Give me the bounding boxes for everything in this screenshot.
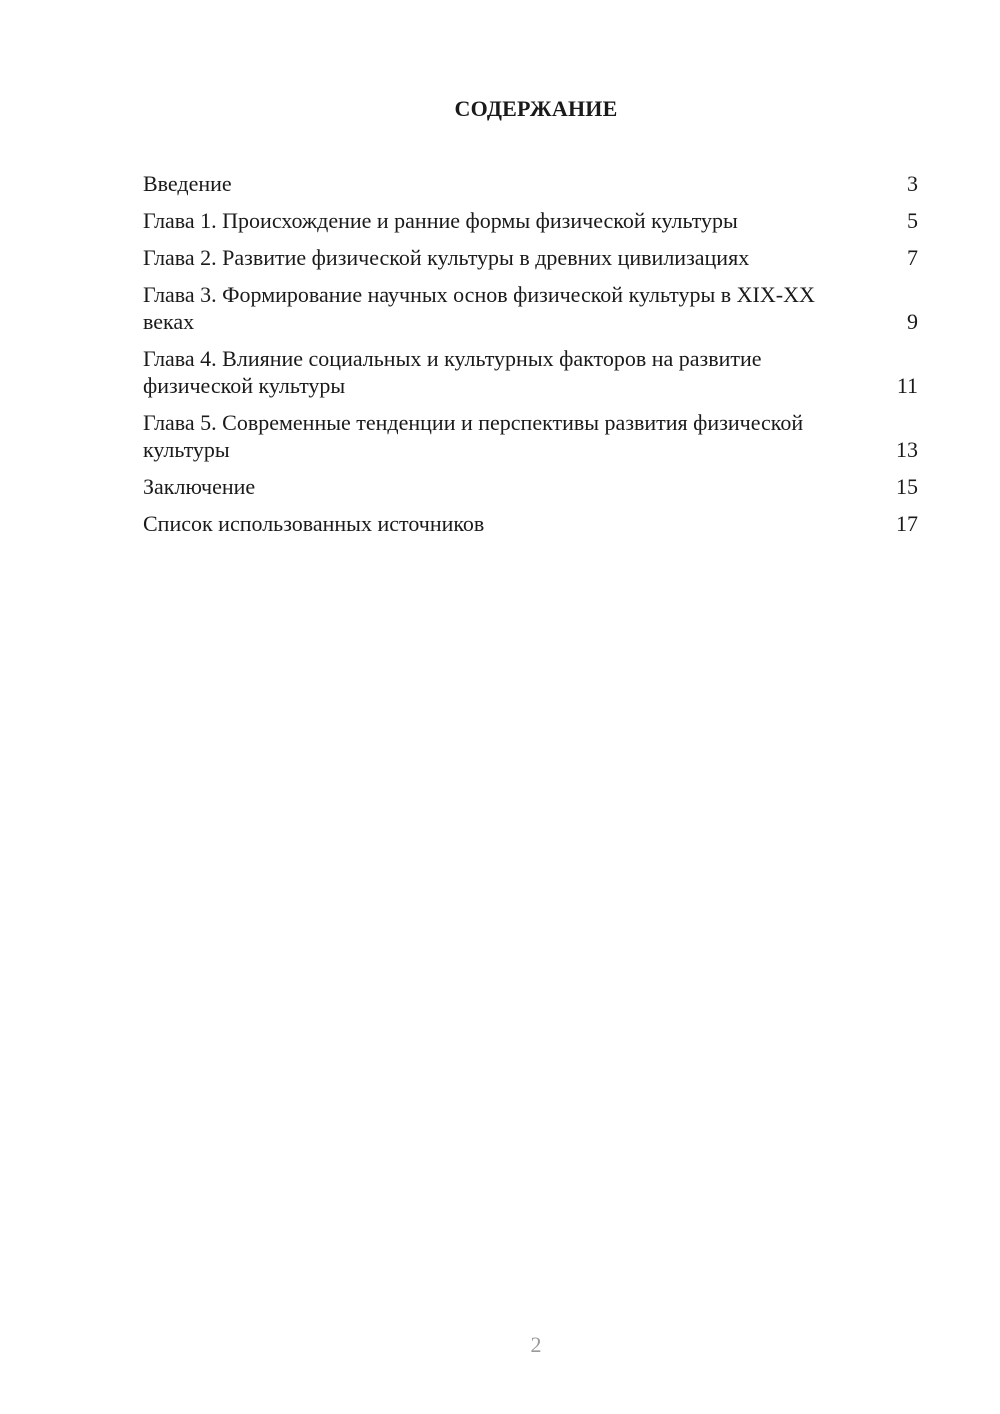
toc-entry-page: 5	[907, 208, 918, 233]
toc-entry-chapter-2	[143, 244, 918, 271]
toc-entry-text: Введение	[143, 171, 232, 196]
toc-entry-page: 17	[896, 511, 918, 536]
toc-entry-text: Глава 4. Влияние социальных и культурных факторов на развитие физической культуры	[143, 346, 762, 398]
toc-entry-page: 9	[907, 309, 918, 334]
toc-entry-chapter-4	[143, 345, 918, 399]
toc-entry-introduction	[143, 170, 918, 197]
toc-entry-references	[143, 510, 918, 537]
toc-entry-chapter-5	[143, 409, 918, 463]
page-number: 2	[530, 1332, 542, 1357]
toc-list	[143, 170, 918, 547]
toc-entry-text: Глава 1. Происхождение и ранние формы физической культуры	[143, 208, 738, 233]
toc-entry-page: 15	[896, 474, 918, 499]
toc-entry-chapter-3	[143, 281, 918, 335]
toc-entry-conclusion	[143, 473, 918, 500]
toc-entry-page: 7	[907, 245, 918, 270]
toc-entry-page: 11	[896, 373, 918, 398]
toc-title: СОДЕРЖАНИЕ	[454, 96, 618, 121]
toc-entry-text: Глава 2. Развитие физической культуры в древних цивилизациях	[143, 245, 750, 270]
toc-entry-text: Глава 3. Формирование научных основ физической культуры в XIX-XX веках	[143, 282, 815, 334]
toc-entry-text: Список использованных источников	[143, 511, 485, 536]
toc-entry-page: 3	[907, 171, 918, 196]
toc-entry-chapter-1	[143, 207, 918, 234]
toc-entry-page: 13	[896, 437, 918, 462]
toc-entry-text: Глава 5. Современные тенденции и перспективы развития физической культуры	[143, 410, 804, 462]
toc-entry-text: Заключение	[143, 474, 256, 499]
